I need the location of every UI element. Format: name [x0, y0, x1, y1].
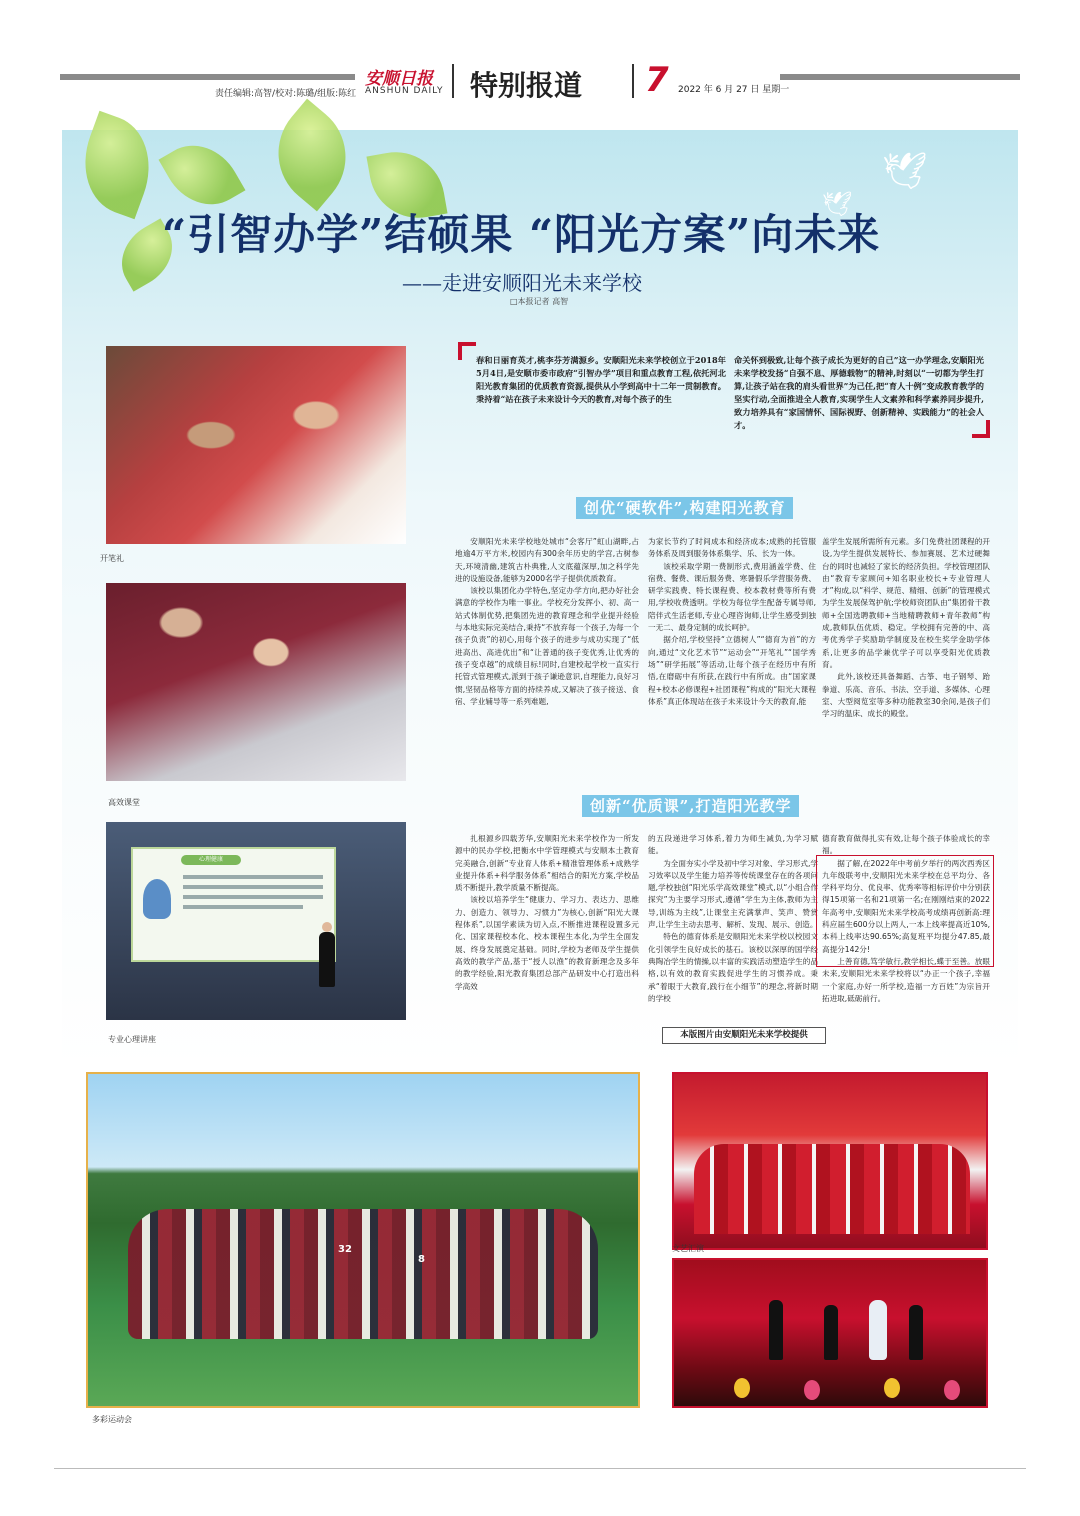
intro-column-2: 命关怀到极致,让每个孩子成长为更好的自己”这一办学理念,安顺阳光未来学校发扬“自强不息、厚德载物”的精神,时刻以“一切都为学生打算,让孩子站在我的肩头看世界”为己任,把“育人十例”变成教育教学的坚实行动,全面推进全人教育,实现学生人文素养和科学素养同步提升,致力培养具有“家国情怀、国际视野、创新精神、实践能力”的社会人才。	[734, 355, 984, 430]
masthead-divider	[452, 64, 454, 98]
highlight-box	[816, 855, 994, 967]
paragraph: 据了解,在2022年中考前夕举行的两次西秀区九年级联考中,安顺阳光未来学校在总平均分、各学科平均分、优良率、优秀率等相标评价中分别获得15项第一名和21项第一名;在刚刚结束的2022年高考中,安顺阳光未来学校高考成绩再创新高:理科应届生600分以上两人,一本上线率提高近10%,本科上线率达90.65%;高复班平均提分47.85,最高提分142分!	[822, 858, 990, 954]
intro-column-1: 春和日丽育英才,桃李芬芳满源乡。安顺阳光未来学校创立于2018年5月4日,是安顺市委市政府“引智办学”项目和重点教育工程,依托河北阳光教育集团的优质教育资源,提供从小学到高中十二年一贯制教育。秉持着“站在孩子未来设计今天的教育,对每个孩子的生	[476, 355, 726, 404]
dove-icon: 🕊	[882, 151, 928, 192]
paragraph: 该校以培养学生“健康力、学习力、表达力、思维力、创造力、领导力、习惯力”为核心,创新“阳光大课程体系”,以国学素读为切入点,不断推进课程设置多元化、国家课程校本化、校本课程生本化,为学生全面发展、终身发展奠定基础。同时,学校为老师及学生提供高效的教学产品,基于“授人以渔”的教育新理念及多年的教学经验,阳光教育集团总部产品研发中心打造出科学高效	[455, 895, 639, 991]
paragraph: 安顺阳光未来学校地处城市“会客厅”虹山湖畔,占地逾4万平方米,校园内有300余年历史的学宫,古树参天,环境清幽,建筑古朴典雅,人文底蕴深厚,加之科学先进的设施设备,能够为2000名学子提供优质教育。	[455, 537, 639, 583]
paragraph: 的五段递进学习体系,着力为师生减负,为学习赋能。	[648, 834, 818, 856]
section-header-2: 创新“优质课”,打造阳光教学	[582, 795, 799, 817]
corner-mark	[458, 342, 476, 360]
paragraph: 扎根源乡四载芳华,安顺阳光未来学校作为一所发源中的民办学校,把衡水中学管理模式与安顺本土教育完美融合,创新“专业育人体系+精准管理体系+成熟学业提升体系+科学服务体系”相结合的阳光方案,学校品质不断提升,教学质量不断提高。	[455, 834, 639, 893]
photo-psychology-lecture	[106, 822, 406, 1020]
photo-credit: 本版图片由安顺阳光未来学校提供	[662, 1027, 826, 1044]
masthead	[60, 62, 1020, 102]
section2-column-1	[455, 833, 639, 1018]
section1-column-3	[822, 536, 990, 781]
dove-icon: 🕊	[822, 190, 853, 218]
leaf-decoration	[69, 111, 166, 220]
caption-psychology-lecture: 专业心理讲座	[108, 1035, 156, 1044]
paragraph: 上善育德,笃学敏行,教学相长,蝶于至善。放眼未来,安顺阳光未来学校将以“办正一个孩子,幸福一个家庭,办好一所学校,造福一方百姓”为宗旨开拓进取,砥砺前行。	[822, 956, 990, 1003]
lecturer-figure	[319, 932, 335, 987]
paragraph: 盖学生发展所需所有元素。多门免费社团课程的开设,为学生提供发展特长、参加赛展、艺术过硬舞台的同时也减轻了家长的经济负担。学校管理团队由“教育专家顾问+知名职业校长+专业管理人才”构成,以“科学、规范、精细、创新”的管理模式为学生发展保驾护航;学校师资团队由“集团骨干教师+全国选聘教师+当地精聘教师+青年教师”构成,教师队伍优质、稳定。学校拥有完善的中、高考优秀学子奖励助学制度及在校生奖学金助学体系,让更多的品学兼优学子可以享受阳光优质教育。	[822, 537, 990, 669]
paragraph: 为全面夯实小学及初中学习对象、学习形式,学习效率以及学生能力培养等传统课堂存在的各项问题,学校独创“阳光乐学高效课堂”模式,以“小组合作探究”为主要学习形式,遵循“学生为主体,教师为主导,训练为主线”,让课堂主充满掌声、笑声、赞赏声,让学生主动去思考、解析、发现、展示、创造。	[648, 858, 818, 930]
paragraph: 据介绍,学校坚持“立德树人”“德育为首”的方向,通过“文化艺术节”“运动会”“开笔礼”“国学秀场”“研学拓展”等活动,让每个孩子在经历中有所悟,在磨砺中有所获,在践行中有所成。由“国家课程+校本必修课程+社团课程”构成的“阳光大课程体系”真正体现站在孩子未来设计今天的教育,能	[648, 635, 816, 706]
photo-opening-ceremony	[106, 346, 406, 544]
paragraph: 特色的德育体系是安顺阳光未来学校以校园文化引领学生良好成长的基石。该校以深厚的国学经典陶冶学生的情操,以丰富的实践活动塑造学生的品格,以有效的教育实践促进学生的习惯养成。秉承“着眼于大教育,践行在小细节”的理念,将新时期的学校	[648, 932, 818, 1003]
caption-sports-meet: 多彩运动会	[92, 1415, 132, 1424]
masthead-rule-right	[780, 74, 1020, 80]
newspaper-logo: 安顺日报	[365, 69, 433, 89]
projector-screen	[131, 847, 336, 962]
intro-box	[458, 342, 990, 438]
caption-art-show: 文艺汇演	[672, 1244, 704, 1253]
photo-choir-performance	[672, 1072, 988, 1250]
cartoon-figure	[143, 879, 171, 919]
photo-efficient-classroom	[106, 583, 406, 781]
photo-stage-show	[672, 1258, 988, 1408]
section-title: 特别报道	[470, 69, 583, 102]
section1-column-1	[455, 536, 639, 781]
issue-date: 2022 年 6 月 27 日 星期一	[678, 85, 790, 95]
jersey-number: 32	[338, 1244, 352, 1255]
section1-column-2	[648, 536, 816, 781]
headline-title: “引智办学”结硕果 “阳光方案”向未来	[162, 210, 881, 259]
section2-column-2	[648, 833, 818, 1018]
jersey-number: 8	[418, 1254, 425, 1265]
caption-efficient-classroom: 高效课堂	[108, 798, 140, 807]
byline: □本报记者 高智	[510, 297, 569, 306]
section-header-1: 创优“硬软件”,构建阳光教育	[576, 497, 793, 519]
page-number: 7	[645, 60, 669, 100]
masthead-rule-left	[60, 74, 355, 80]
students-group	[128, 1209, 598, 1339]
leaf-decoration	[256, 99, 369, 212]
paragraph: 此外,该校还具备舞蹈、古筝、电子钢琴、跆拳道、乐高、音乐、书法、空手道、多媒体、心理室、大型阅览室等多种功能教室30余间,是孩子们学习的温床、成长的殿堂。	[822, 672, 990, 719]
caption-opening-ceremony: 开笔礼	[100, 554, 124, 563]
screen-title: 心理健康	[181, 855, 241, 865]
photo-sports-meet	[86, 1072, 640, 1408]
masthead-divider	[632, 64, 634, 98]
paragraph: 为家长节约了时间成本和经济成本;成熟的托管服务体系及周到服务体系集学、乐、长为一体。	[648, 537, 816, 559]
paragraph: 该校以集团化办学特色,坚定办学方向,把办好社会满意的学校作为唯一事业。学校充分发挥小、初、高一站式体制优势,把集团先进的教育理念和学业提升经验与本地实际完美结合,秉持“不放弃每一个孩子,为每一个孩子负责”的初心,用每个孩子的进步与成功实现了“低进高出、高进优出”和“让普通的孩子变优秀,让优秀的孩子变卓越”的成绩目标!同时,自建校起学校一直实行托管式管理模式,派到于孩子谦逊意识,自理能力,良好习惯,坚韧品格等方面的持续养成,又解决了孩子接送、食宿、学业辅导等一系列难题,	[455, 586, 639, 706]
paragraph: 德育教育做得扎实有效,让每个孩子体验成长的幸福。	[822, 834, 990, 856]
newspaper-logo-english: ANSHUN DAILY	[365, 86, 444, 96]
paragraph: 该校采取学期一费制形式,费用涵盖学费、住宿费、餐费、课后服务费、寒暑假乐学营服务费、研学实践费、特长课程费、校本教材费等所有费用,学校收费透明。学校为每位学生配备专属导师,陪伴式生活老师,专业心理咨询师,让学生感受到独一无二、最身定制的成长呵护。	[648, 561, 816, 633]
headline-subtitle: ——走进安顺阳光未来学校	[402, 271, 642, 295]
footer-rule	[54, 1468, 1026, 1469]
editors-line: 责任编辑:高智/校对:陈璐/组版:陈红	[215, 89, 357, 99]
